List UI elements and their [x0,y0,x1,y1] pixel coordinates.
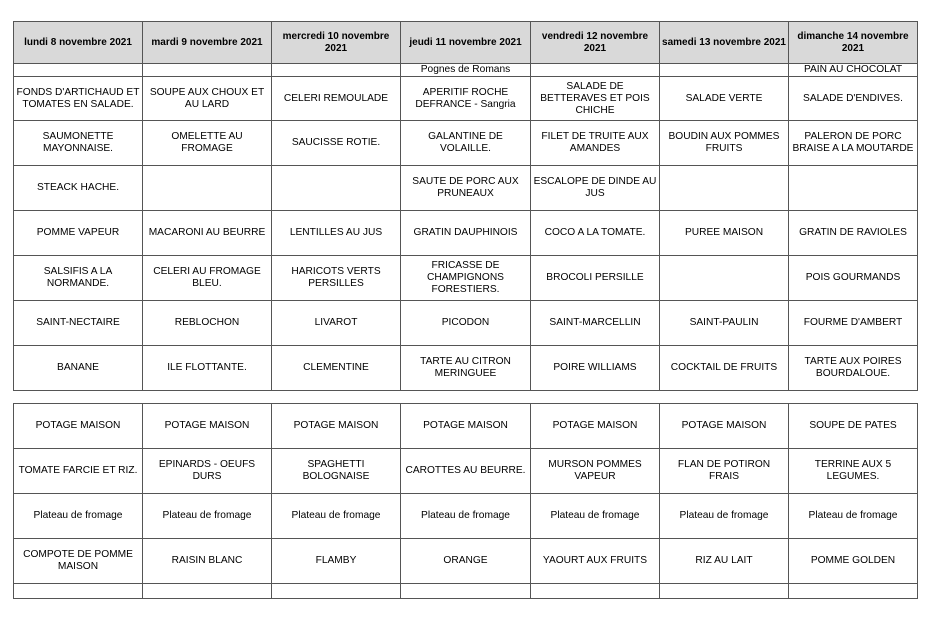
menu-cell: LIVAROT [272,301,401,346]
day-header: lundi 8 novembre 2021 [14,22,143,64]
menu-cell: CAROTTES AU BEURRE. [401,449,531,494]
menu-cell: SAUTE DE PORC AUX PRUNEAUX [401,166,531,211]
menu-cell: SOUPE AUX CHOUX ET AU LARD [143,77,272,121]
menu-cell: GRATIN DAUPHINOIS [401,211,531,256]
menu-cell: POTAGE MAISON [401,404,531,449]
menu-cell: GRATIN DE RAVIOLES [789,211,918,256]
table-row [14,584,918,599]
menu-cell: MURSON POMMES VAPEUR [531,449,660,494]
menu-cell: PALERON DE PORC BRAISE A LA MOUTARDE [789,121,918,166]
menu-cell [401,584,531,599]
menu-cell: SAINT-NECTAIRE [14,301,143,346]
table-row [14,211,918,256]
menu-cell: FLAN DE POTIRON FRAIS [660,449,789,494]
menu-cell: Plateau de fromage [401,494,531,539]
day-header: vendredi 12 novembre 2021 [531,22,660,64]
menu-cell [660,584,789,599]
menu-cell: BROCOLI PERSILLE [531,256,660,301]
menu-cell [660,64,789,77]
menu-cell [143,584,272,599]
menu-cell: APERITIF ROCHE DEFRANCE - Sangria [401,77,531,121]
menu-cell: Pognes de Romans [401,64,531,77]
menu-cell: MACARONI AU BEURRE [143,211,272,256]
menu-cell [272,166,401,211]
menu-cell: POTAGE MAISON [143,404,272,449]
menu-cell: SAINT-MARCELLIN [531,301,660,346]
menu-cell: LENTILLES AU JUS [272,211,401,256]
menu-cell: SOUPE DE PATES [789,404,918,449]
menu-cell: SAINT-PAULIN [660,301,789,346]
menu-cell [143,166,272,211]
menu-cell: POTAGE MAISON [660,404,789,449]
day-header: mercredi 10 novembre 2021 [272,22,401,64]
table-row [14,539,918,584]
menu-cell [14,584,143,599]
menu-cell: FRICASSE DE CHAMPIGNONS FORESTIERS. [401,256,531,301]
menu-cell: SPAGHETTI BOLOGNAISE [272,449,401,494]
table-row [14,166,918,211]
menu-cell: Plateau de fromage [14,494,143,539]
table-row [14,346,918,391]
menu-cell: POTAGE MAISON [531,404,660,449]
menu-cell: Plateau de fromage [143,494,272,539]
menu-cell: STEACK HACHE. [14,166,143,211]
menu-cell: POIS GOURMANDS [789,256,918,301]
menu-cell: ORANGE [401,539,531,584]
menu-cell: CELERI AU FROMAGE BLEU. [143,256,272,301]
menu-cell: SALADE DE BETTERAVES ET POIS CHICHE [531,77,660,121]
table-row [14,449,918,494]
menu-cell: SALSIFIS A LA NORMANDE. [14,256,143,301]
menu-cell [531,584,660,599]
menu-cell: TOMATE FARCIE ET RIZ. [14,449,143,494]
menu-cell: Plateau de fromage [272,494,401,539]
menu-cell: Plateau de fromage [660,494,789,539]
menu-cell: TERRINE AUX 5 LEGUMES. [789,449,918,494]
menu-cell [789,584,918,599]
menu-cell: POIRE WILLIAMS [531,346,660,391]
menu-cell: Plateau de fromage [531,494,660,539]
menu-cell: FONDS D'ARTICHAUD ET TOMATES EN SALADE. [14,77,143,121]
menu-cell: FOURME D'AMBERT [789,301,918,346]
menu-cell: EPINARDS - OEUFS DURS [143,449,272,494]
menu-cell: TARTE AU CITRON MERINGUEE [401,346,531,391]
menu-cell: REBLOCHON [143,301,272,346]
menu-cell: TARTE AUX POIRES BOURDALOUE. [789,346,918,391]
menu-cell: POTAGE MAISON [272,404,401,449]
menu-cell: CELERI REMOULADE [272,77,401,121]
menu-cell: POMME GOLDEN [789,539,918,584]
menu-cell: SAUMONETTE MAYONNAISE. [14,121,143,166]
table-row [14,404,918,449]
menu-cell: SALADE D'ENDIVES. [789,77,918,121]
table-row [14,64,918,77]
menu-cell [14,64,143,77]
day-header: jeudi 11 novembre 2021 [401,22,531,64]
menu-cell: PICODON [401,301,531,346]
menu-cell: SAUCISSE ROTIE. [272,121,401,166]
menu-cell: POMME VAPEUR [14,211,143,256]
menu-cell [660,166,789,211]
menu-cell [531,64,660,77]
menu-cell: COCKTAIL DE FRUITS [660,346,789,391]
menu-cell: HARICOTS VERTS PERSILLES [272,256,401,301]
table-row [14,301,918,346]
menu-cell: GALANTINE DE VOLAILLE. [401,121,531,166]
menu-cell [272,584,401,599]
dinner-menu-table [13,403,918,599]
menu-cell: FLAMBY [272,539,401,584]
menu-cell: SALADE VERTE [660,77,789,121]
menu-cell: FILET DE TRUITE AUX AMANDES [531,121,660,166]
menu-cell: RAISIN BLANC [143,539,272,584]
day-header: dimanche 14 novembre 2021 [789,22,918,64]
table-row [14,494,918,539]
lunch-menu-table [13,21,918,391]
menu-cell [143,64,272,77]
menu-cell: PUREE MAISON [660,211,789,256]
menu-cell: COCO A LA TOMATE. [531,211,660,256]
menu-cell: OMELETTE AU FROMAGE [143,121,272,166]
table-row [14,121,918,166]
menu-cell [660,256,789,301]
menu-cell: BOUDIN AUX POMMES FRUITS [660,121,789,166]
menu-cell: ILE FLOTTANTE. [143,346,272,391]
menu-cell: CLEMENTINE [272,346,401,391]
table-row [14,256,918,301]
menu-cell: PAIN AU CHOCOLAT [789,64,918,77]
menu-cell: RIZ AU LAIT [660,539,789,584]
menu-cell: COMPOTE DE POMME MAISON [14,539,143,584]
menu-cell: BANANE [14,346,143,391]
table-row [14,77,918,121]
menu-cell [272,64,401,77]
day-header: samedi 13 novembre 2021 [660,22,789,64]
menu-cell: Plateau de fromage [789,494,918,539]
menu-cell: ESCALOPE DE DINDE AU JUS [531,166,660,211]
day-header-row [14,22,918,64]
day-header: mardi 9 novembre 2021 [143,22,272,64]
menu-cell [789,166,918,211]
menu-cell: YAOURT AUX FRUITS [531,539,660,584]
menu-cell: POTAGE MAISON [14,404,143,449]
